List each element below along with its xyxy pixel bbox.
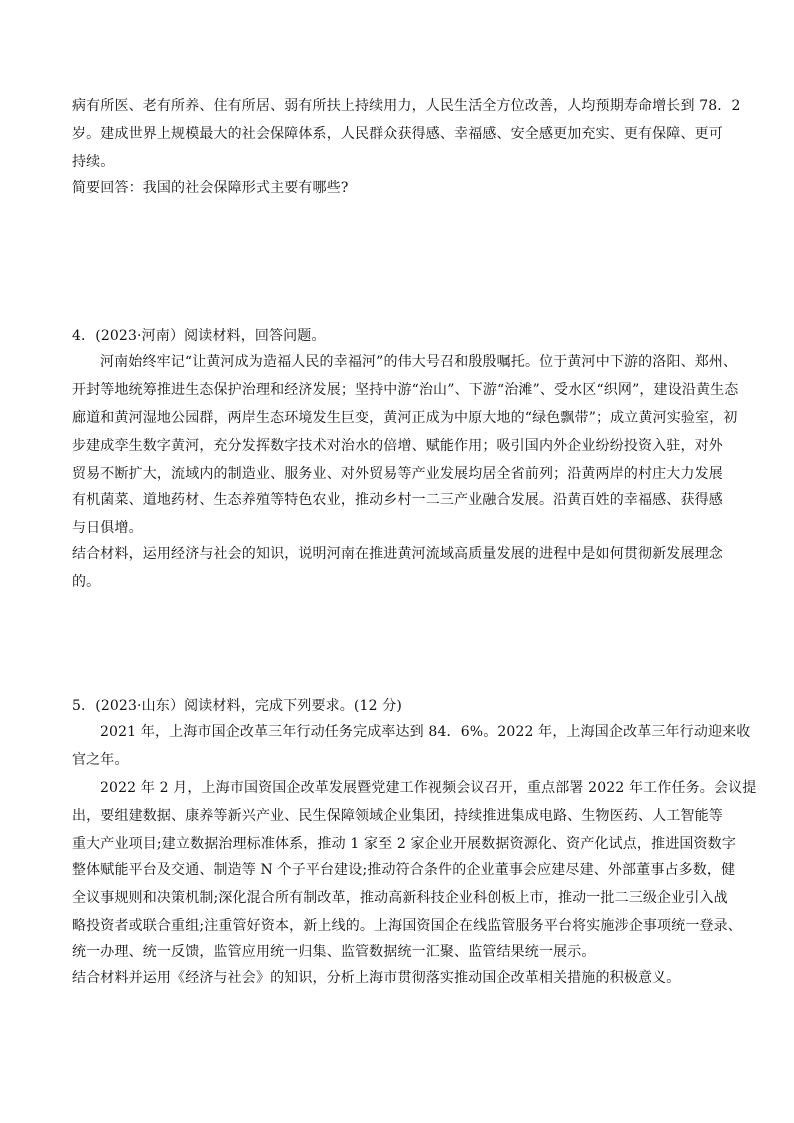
q4-material-line-6: 有机菌菜、道地药材、生态养殖等特色农业，推动乡村一二三产业融合发展。沿黄百姓的幸福感、获得感: [72, 492, 723, 508]
q5-para2-line-5: 全议事规则和决策机制;深化混合所有制改革，推动高新科技企业科创板上市，推动一批二三级企业引入战: [72, 890, 728, 906]
prev-material-line-1: 病有所医、老有所养、住有所居、弱有所扶上持续用力，人民生活全方位改善，人均预期寿命增长到 78．2: [72, 98, 741, 114]
q5-para1-line-2: 官之年。: [72, 752, 129, 768]
q5-para2-line-6: 略投资者或联合重组;注重管好资本，新上线的。上海国资国企在线监管服务平台将实施涉企事项统一登录、: [72, 918, 742, 934]
q4-material-line-1: 河南始终牢记“让黄河成为造福人民的幸福河”的伟大号召和殷殷嘱托。位于黄河中下游的洛阳、郑州、: [100, 354, 738, 370]
prev-question: 简要回答：我国的社会保障形式主要有哪些?: [72, 180, 349, 196]
q5-question: 结合材料并运用《经济与社会》的知识，分析上海市贯彻落实推动国企改革相关措施的积极意义。: [72, 970, 681, 986]
q4-material-line-2: 开封等地统筹推进生态保护治理和经济发展；坚持中游“治山”、下游“治滩”、受水区“织网”，建设沿黄生态: [72, 382, 739, 398]
q4-question-line-1: 结合材料，运用经济与社会的知识，说明河南在推进黄河流域高质量发展的进程中是如何贯彻新发展理念: [72, 546, 723, 562]
q4-title: 4．(2023·河南）阅读材料，回答问题。: [72, 328, 326, 344]
q5-title: 5．(2023·山东）阅读材料，完成下列要求。(12 分): [72, 698, 402, 714]
q4-material-line-3: 廊道和黄河湿地公园群，两岸生态环境发生巨变，黄河正成为中原大地的“绿色飘带”；成立黄河实验室，初: [72, 410, 738, 426]
q5-para2-line-3: 重大产业项目;建立数据治理标准体系，推动 1 家至 2 家企业开展数据资源化、资产化试点，推进国资数字: [72, 836, 736, 852]
q4-material-line-5: 贸易不断扩大，流域内的制造业、服务业、对外贸易等产业发展均居全省前列；沿黄两岸的村庄大力发展: [72, 466, 723, 482]
q5-para2-line-2: 出，要组建数据、康养等新兴产业、民生保障领域企业集团，持续推进集成电路、生物医药、人工智能等: [72, 808, 723, 824]
q4-material-line-7: 与日俱增。: [72, 520, 143, 536]
q5-para1-line-1: 2021 年，上海市国企改革三年行动任务完成率达到 84．6%。2022 年，上海国企改革三年行动迎来收: [100, 724, 751, 740]
prev-material-line-2: 岁。建成世界上规模最大的社会保障体系，人民群众获得感、幸福感、安全感更加充实、更有保障、更可: [72, 126, 723, 142]
q4-material-line-4: 步建成孪生数字黄河，充分发挥数字技术对治水的倍增、赋能作用；吸引国内外企业纷纷投资入驻，对外: [72, 438, 723, 454]
q5-para2-line-1: 2022 年 2 月，上海市国资国企改革发展暨党建工作视频会议召开，重点部署 2022 年工作任务。会议提: [100, 780, 757, 796]
q5-para2-line-4: 整体赋能平台及交通、制造等 N 个子平台建设;推动符合条件的企业董事会应建尽建、外部董事占多数，健: [72, 862, 736, 878]
q4-question-line-2: 的。: [72, 574, 101, 590]
q5-para2-line-7: 统一办理、统一反馈，监管应用统一归集、监管数据统一汇聚、监管结果统一展示。: [72, 944, 596, 960]
prev-material-line-3: 持续。: [72, 154, 115, 170]
